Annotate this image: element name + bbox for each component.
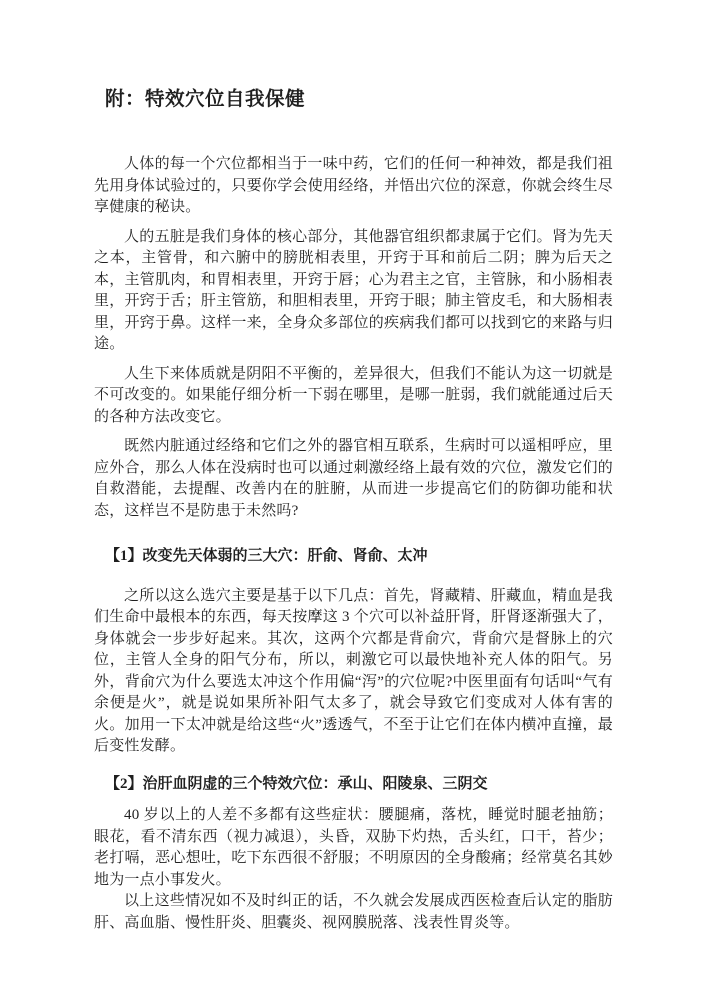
intro-paragraph-4: 既然内脏通过经络和它们之外的器官相互联系，生病时可以遥相呼应，里应外合，那么人体在没病时也可以通过刺激经络上最有效的穴位，激发它们的自救潜能，去提醒、改善内在的脏腑，从而进一步提高它们的防御功能和状态，这样岂不是防患于未然吗? bbox=[94, 438, 613, 519]
intro-paragraph-1: 人体的每一个穴位都相当于一味中药，它们的任何一种神效，都是我们祖先用身体试验过的，只要你学会使用经络，并悟出穴位的深意，你就会终生尽享健康的秘诀。 bbox=[94, 156, 613, 215]
section-1-paragraph-1: 之所以这么选穴主要是基于以下几点：首先，肾藏精、肝藏血，精血是我们生命中最根本的东西，每天按摩这 3 个穴可以补益肝肾，肝肾逐渐强大了，身体就会一步步好起来。其次，这两个穴都是背俞穴，背俞穴是督脉上的穴位，主管人全身的阳气分布，所以，刺激它可以最快地补充人体的阳气。另外，背俞穴为什么要选太冲这个作用偏“泻”的穴位呢?中医里面有句话叫“气有余便是火”，就是说如果所补阳气太多了，就会导致它们变成对人体有害的火。加用一下太冲就是给这些“火”透透气，不至于让它们在体内横冲直撞，最后变性发酵。 bbox=[94, 587, 613, 754]
section-2-heading: 【2】治肝血阴虚的三个特效穴位：承山、阳陵泉、三阴交 bbox=[105, 775, 488, 792]
section-1-heading: 【1】改变先天体弱的三大穴：肝俞、肾俞、太冲 bbox=[105, 548, 428, 564]
intro-paragraph-3: 人生下来体质就是阴阳不平衡的，差异很大，但我们不能认为这一切就是不可改变的。如果能仔细分析一下弱在哪里，是哪一脏弱，我们就能通过后天的各种方法改变它。 bbox=[94, 365, 613, 425]
section-2-paragraph-2: 以上这些情况如不及时纠正的话，不久就会发展成西医检查后认定的脂肪肝、高血脂、慢性肝炎、胆囊炎、视网膜脱落、浅表性胃炎等。 bbox=[94, 893, 613, 931]
section-2-paragraph-1: 40 岁以上的人差不多都有这些症状：腰腿痛，落枕，睡觉时腿老抽筋；眼花，看不清东西（视力减退），头昏，双胁下灼热，舌头红，口干，苔少；老打嗝，恶心想吐，吃下东西很不舒服；不明原因的全身酸痛；经常莫名其妙地为一点小事发火。 bbox=[94, 807, 613, 888]
intro-paragraph-2: 人的五脏是我们身体的核心部分，其他器官组织都隶属于它们。肾为先天之本，主管骨，和六腑中的膀胱相表里，开窍于耳和前后二阴；脾为后天之本，主管肌肉，和胃相表里，开窍于唇；心为君主之官，主管脉，和小肠相表里，开窍于舌；肝主管筋，和胆相表里，开窍于眼；肺主管皮毛，和大肠相表里，开窍于鼻。这样一来，全身众多部位的疾病我们都可以找到它的来路与归途。 bbox=[94, 228, 613, 352]
document-title: 附：特效穴位自我保健 bbox=[105, 89, 306, 110]
